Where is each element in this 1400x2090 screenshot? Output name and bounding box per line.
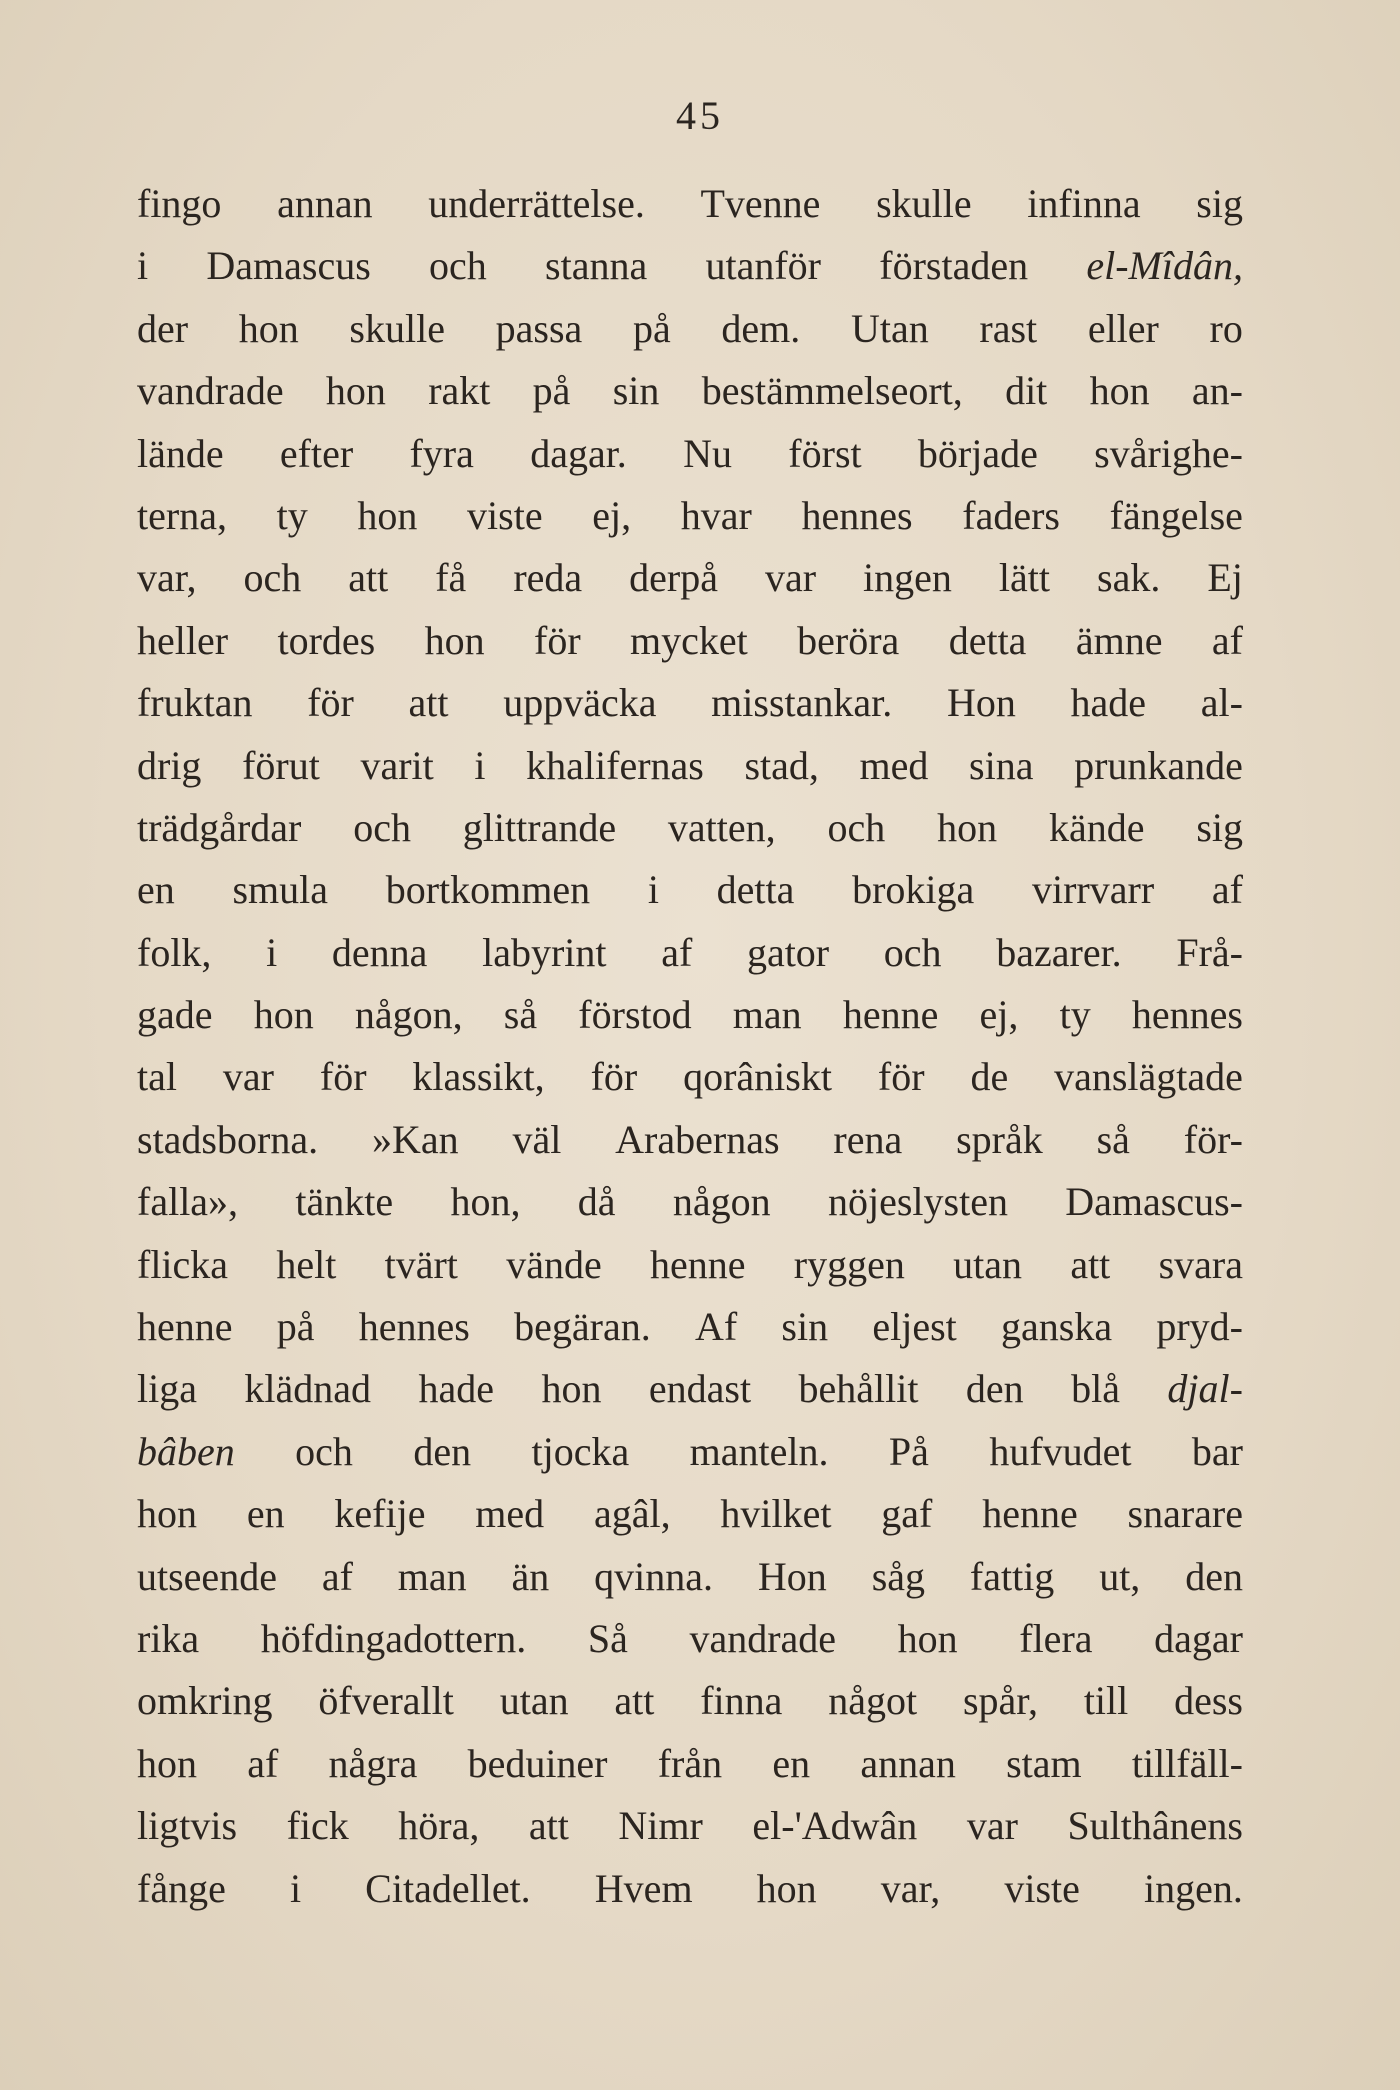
word: klädnad [244, 1366, 372, 1412]
word: Citadellet. [365, 1865, 531, 1911]
word: ro [1209, 305, 1243, 351]
word: på [632, 305, 671, 351]
word: de [970, 1054, 1009, 1100]
word: Nimr [618, 1803, 703, 1849]
text-line [137, 859, 1243, 921]
word: falla», [137, 1179, 239, 1225]
word: henne [982, 1491, 1078, 1537]
word: ty [276, 492, 308, 538]
word: klassikt, [412, 1054, 545, 1100]
word: en [772, 1740, 811, 1786]
word: Hvem [594, 1865, 693, 1911]
word: stanna [545, 243, 648, 289]
word: Ej [1207, 555, 1243, 601]
word: Arabernas [615, 1116, 780, 1162]
word: började [917, 430, 1038, 476]
word: tjocka [531, 1428, 630, 1474]
word: henne [650, 1241, 746, 1287]
text-line [137, 1858, 1243, 1920]
word: skulle [349, 305, 445, 351]
word: fingo [137, 181, 222, 226]
text-line [137, 1795, 1243, 1857]
word: stam [1006, 1740, 1082, 1786]
word: hon, [450, 1179, 521, 1225]
word: af [321, 1553, 353, 1599]
word: flera [1019, 1615, 1093, 1661]
word: i [289, 1865, 302, 1911]
word: förstod [578, 992, 692, 1038]
word: lände [137, 430, 224, 476]
text-line [137, 360, 1243, 422]
word: på [532, 368, 571, 414]
word: förstaden [879, 243, 1029, 289]
word: detta [716, 867, 795, 913]
word: gator [746, 929, 830, 975]
word: några [328, 1740, 418, 1786]
word: en [246, 1491, 285, 1537]
text-line [137, 423, 1243, 485]
word: endast [648, 1366, 752, 1412]
word: någon, [354, 992, 463, 1038]
text-line [137, 1608, 1243, 1670]
word: med [475, 1491, 545, 1537]
word: i [266, 929, 278, 975]
word: för [319, 1054, 367, 1100]
word: höra, [398, 1803, 480, 1849]
word: var [222, 1054, 274, 1100]
word: beröra [797, 617, 900, 663]
word: begäran. [514, 1304, 651, 1350]
word: ganska [1001, 1304, 1113, 1350]
word: varit [360, 742, 434, 788]
word: ämne [1075, 617, 1163, 663]
word: el-'Adwân [752, 1803, 918, 1849]
word: hon [357, 492, 418, 538]
text-line [137, 922, 1243, 984]
word: viste [467, 492, 543, 538]
word: hon [424, 617, 485, 663]
word: flicka [137, 1241, 229, 1287]
text-line [137, 485, 1243, 547]
word: dit [1005, 368, 1048, 414]
text-line [137, 235, 1243, 297]
word: liga [137, 1366, 197, 1412]
word: den [1185, 1553, 1243, 1599]
word: fruktan [137, 680, 253, 726]
word: så [503, 992, 538, 1038]
word: sig [1196, 181, 1243, 226]
word: tvärt [384, 1241, 458, 1287]
word: att [528, 1803, 569, 1849]
text-line [137, 797, 1243, 859]
word: vandrade [137, 368, 284, 414]
word: blå [1071, 1366, 1120, 1412]
word: derpå [629, 555, 718, 601]
word: i [137, 243, 149, 289]
word: hade [1070, 680, 1147, 726]
text-line [137, 173, 1243, 235]
word: var, [137, 555, 197, 601]
word: Damascus [206, 243, 371, 289]
text-line [137, 1046, 1243, 1108]
word: skulle [876, 181, 972, 226]
word: något [828, 1678, 918, 1724]
word: väl [512, 1116, 562, 1162]
word: för [877, 1054, 925, 1100]
word: utan [953, 1241, 1023, 1287]
word: spår, [962, 1678, 1038, 1724]
word: helt [276, 1241, 337, 1287]
word: henne [842, 992, 939, 1038]
text-line [137, 610, 1243, 672]
word: Utan [850, 305, 929, 351]
word: rika [137, 1615, 200, 1661]
body-text [137, 173, 1243, 1920]
text-line [137, 672, 1243, 734]
word: Nu [683, 430, 732, 476]
word: ryggen [793, 1241, 905, 1287]
word: bortkommen [385, 867, 591, 913]
text-line [137, 1234, 1243, 1296]
word: hufvudet [989, 1428, 1132, 1474]
word: hvilket [720, 1491, 832, 1537]
word: ingen [863, 555, 952, 601]
word: al- [1200, 680, 1243, 726]
word: henne [137, 1304, 233, 1350]
word: utseende [137, 1553, 277, 1599]
word: qorâniskt [683, 1054, 832, 1100]
word: kände [1048, 804, 1145, 850]
word: ingen. [1144, 1865, 1243, 1911]
text-line [137, 1670, 1243, 1732]
word: heller [137, 617, 229, 663]
text-line [137, 984, 1243, 1046]
word: el-Mîdân, [1086, 243, 1243, 289]
word: bazarer. [996, 929, 1122, 975]
word: hennes [1131, 992, 1243, 1038]
word: prunkande [1074, 742, 1243, 788]
text-line [137, 1421, 1243, 1483]
word: Af [694, 1304, 738, 1350]
word: fånge [137, 1865, 226, 1911]
text-line [137, 735, 1243, 797]
word: sina [969, 742, 1034, 788]
word: sig [1196, 804, 1243, 850]
word: gade [137, 992, 213, 1038]
word: stadsborna. [137, 1116, 319, 1162]
word: finna [700, 1678, 783, 1724]
word: ligtvis [137, 1803, 238, 1849]
word: smula [232, 867, 329, 913]
word: infinna [1027, 181, 1141, 226]
word: tal [137, 1054, 177, 1100]
word: hennes [358, 1304, 470, 1350]
word: vandrade [689, 1615, 837, 1661]
word: af [1211, 867, 1243, 913]
word: mycket [630, 617, 748, 663]
word: än [511, 1553, 550, 1599]
word: vanslägtade [1054, 1054, 1243, 1100]
word: fick [286, 1803, 349, 1849]
word: På [888, 1428, 929, 1474]
text-line [137, 1171, 1243, 1233]
word: och [883, 929, 942, 975]
text-line [137, 1296, 1243, 1358]
word: underrättelse. [428, 181, 645, 226]
word: fängelse [1109, 492, 1243, 538]
word: Damascus- [1065, 1179, 1243, 1225]
word: rast [979, 305, 1038, 351]
word: utan [499, 1678, 569, 1724]
word: förut [242, 742, 320, 788]
word: labyrint [482, 929, 607, 975]
word: trädgårdar [137, 804, 302, 850]
text-line [137, 1546, 1243, 1608]
word: hon [238, 305, 299, 351]
word: »Kan [371, 1116, 459, 1162]
word: med [859, 742, 929, 788]
word: brokiga [852, 867, 975, 913]
word: för [307, 680, 354, 726]
word: såg [871, 1553, 926, 1599]
word: fattig [969, 1553, 1055, 1599]
word: i [647, 867, 659, 913]
word: tordes [277, 617, 376, 663]
word: då [577, 1179, 616, 1225]
word: hon [137, 1491, 197, 1537]
word: och [429, 243, 487, 289]
word: viste [1004, 1865, 1080, 1911]
word: hon [325, 368, 386, 414]
word: svårighe- [1094, 430, 1243, 476]
word: vatten, [667, 804, 776, 850]
word: eljest [872, 1304, 957, 1350]
word: djal- [1167, 1366, 1243, 1412]
word: den [965, 1366, 1024, 1412]
word: drig [137, 742, 202, 788]
word: Så [587, 1615, 628, 1661]
word: omkring [137, 1678, 273, 1724]
word: var, [880, 1865, 941, 1911]
word: hon [137, 1740, 197, 1786]
word: hennes [801, 492, 913, 538]
word: ut, [1099, 1553, 1141, 1599]
word: rena [833, 1116, 903, 1162]
word: först [788, 430, 862, 476]
word: behållit [798, 1366, 919, 1412]
word: dess [1174, 1678, 1243, 1724]
word: hon [937, 804, 998, 850]
word: denna [331, 929, 428, 975]
word: reda [513, 555, 583, 601]
word: för [590, 1054, 638, 1100]
word: till [1083, 1678, 1129, 1724]
word: terna, [137, 492, 227, 538]
word: detta [948, 617, 1027, 663]
word: och [353, 804, 411, 850]
word: hon [756, 1865, 817, 1911]
word: på [276, 1304, 315, 1350]
word: tänkte [295, 1179, 394, 1225]
word: och [295, 1428, 353, 1474]
word: efter [279, 430, 354, 476]
word: snarare [1127, 1491, 1243, 1537]
word: khalifernas [526, 742, 704, 788]
word: hvar [680, 492, 752, 538]
text-line [137, 1483, 1243, 1545]
word: någon [672, 1179, 771, 1225]
word: Tvenne [700, 181, 821, 226]
word: bestämmelseort, [701, 368, 963, 414]
word: misstankar. [711, 680, 893, 726]
word: Sulthânens [1067, 1803, 1243, 1849]
word: hon [541, 1366, 602, 1412]
word: dem. [721, 305, 801, 351]
page-number: 45 [676, 93, 724, 138]
word: den [413, 1428, 472, 1474]
word: och [243, 555, 302, 601]
word: bâben [137, 1428, 235, 1474]
word: att [1070, 1241, 1111, 1287]
word: man [397, 1553, 467, 1599]
word: manteln. [689, 1428, 829, 1474]
word: att [614, 1678, 655, 1724]
word: annan [860, 1740, 956, 1786]
word: svara [1158, 1241, 1243, 1287]
word: utanför [705, 243, 821, 289]
text-line [137, 1109, 1243, 1171]
word: sak. [1097, 555, 1161, 601]
word: eller [1087, 305, 1159, 351]
text-line [137, 1358, 1243, 1420]
word: af [247, 1740, 279, 1786]
word: uppväcka [503, 680, 657, 726]
word: dagar. [530, 430, 627, 476]
word: tillfäll- [1131, 1740, 1243, 1786]
word: hade [418, 1366, 494, 1412]
word: få [435, 555, 467, 601]
word: en [137, 867, 175, 913]
word: an- [1191, 368, 1243, 414]
word: beduiner [467, 1740, 608, 1786]
word: ty [1059, 992, 1091, 1038]
word: virrvarr [1032, 867, 1155, 913]
word: sin [781, 1304, 829, 1350]
word: att [408, 680, 449, 726]
word: agâl, [593, 1491, 671, 1537]
word: var [966, 1803, 1018, 1849]
word: folk, [137, 929, 212, 975]
word: språk [956, 1116, 1043, 1162]
word: och [827, 804, 886, 850]
word: glittrande [462, 804, 617, 850]
word: hon [253, 992, 314, 1038]
word: vände [506, 1241, 602, 1287]
word: bar [1191, 1428, 1243, 1474]
word: Hon [757, 1553, 827, 1599]
word: rakt [428, 368, 491, 414]
text-line [137, 298, 1243, 360]
word: för- [1183, 1116, 1243, 1162]
word: stad, [744, 742, 819, 788]
word: Frå- [1176, 929, 1243, 975]
word: Hon [946, 680, 1016, 726]
word: sin [612, 368, 660, 414]
text-line [137, 547, 1243, 609]
word: höfdingadottern. [260, 1615, 527, 1661]
word: gaf [881, 1491, 933, 1537]
word: hon [1089, 368, 1150, 414]
word: kefije [334, 1491, 426, 1537]
word: ej, [592, 492, 632, 538]
word: så [1096, 1116, 1130, 1162]
word: man [732, 992, 802, 1038]
word: var [764, 555, 817, 601]
word: af [661, 929, 693, 975]
word: att [348, 555, 389, 601]
word: annan [277, 181, 373, 226]
word: dagar [1154, 1615, 1243, 1661]
word: faders [962, 492, 1060, 538]
word: pryd- [1156, 1304, 1243, 1350]
word: hon [897, 1615, 958, 1661]
word: öfverallt [318, 1678, 454, 1724]
word: qvinna. [594, 1553, 714, 1599]
word: ej, [979, 992, 1019, 1038]
word: der [137, 305, 189, 351]
word: nöjeslysten [827, 1179, 1008, 1225]
word: af [1211, 617, 1243, 663]
word: passa [495, 305, 583, 351]
word: lätt [998, 555, 1051, 601]
word: i [474, 742, 486, 788]
word: från [657, 1740, 723, 1786]
word: fyra [409, 430, 474, 476]
word: för [534, 617, 581, 663]
text-line [137, 1733, 1243, 1795]
